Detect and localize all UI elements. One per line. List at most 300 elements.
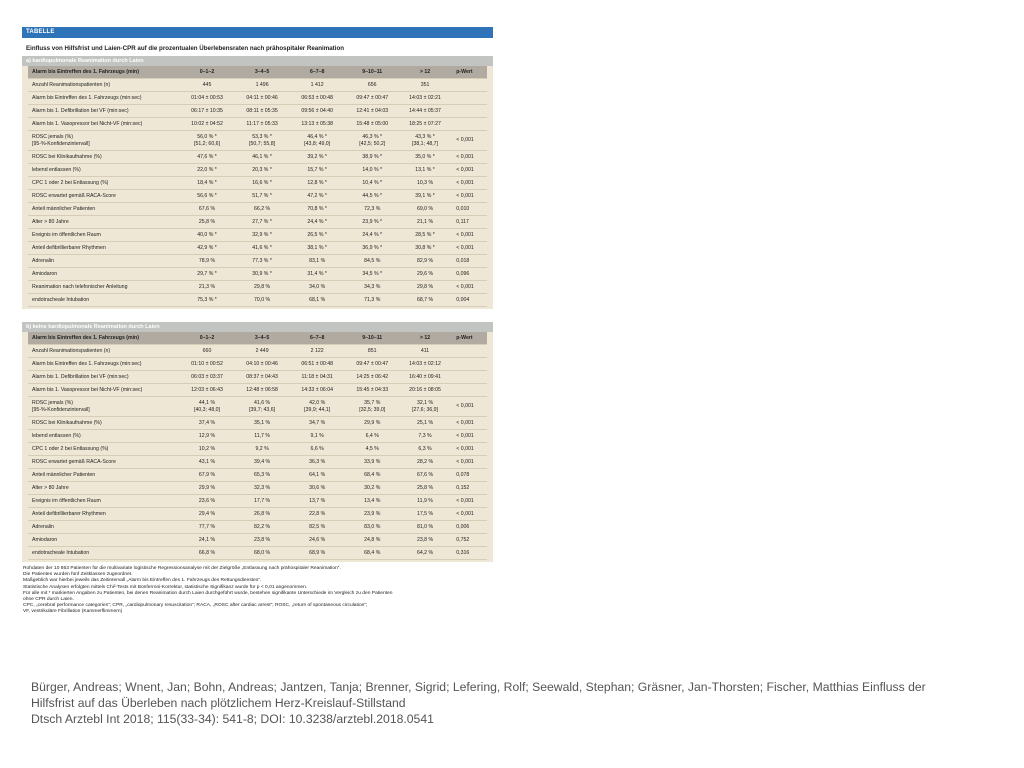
row-label bbox=[28, 456, 179, 469]
column-header: Alarm bis Eintreffen des 1. Fahrzeugs (min) bbox=[28, 332, 179, 345]
row-label bbox=[28, 430, 179, 443]
table-cell bbox=[290, 268, 345, 281]
p-value: < 0,001 bbox=[450, 242, 487, 255]
cell-interval: [43,8; 49,0] bbox=[304, 140, 331, 147]
table-cell bbox=[235, 469, 290, 482]
row-label bbox=[28, 255, 179, 268]
p-value: < 0,001 bbox=[450, 151, 487, 164]
cell-value: 38,1 % * bbox=[307, 245, 327, 251]
table-cell bbox=[345, 456, 400, 469]
table-cell bbox=[290, 469, 345, 482]
p-value: 0,117 bbox=[450, 216, 487, 229]
p-value: < 0,001 bbox=[450, 131, 487, 151]
row-label-text: ROSC bei Klinikaufnahme (%) bbox=[32, 420, 102, 426]
table-cell bbox=[345, 164, 400, 177]
cell-value: 84,5 % bbox=[364, 258, 381, 264]
cell-value: 29,8 % bbox=[254, 284, 271, 290]
cell-value: 10,2 % bbox=[198, 446, 216, 452]
table-cell bbox=[400, 456, 450, 469]
cell-value: 66,2 % bbox=[254, 206, 271, 212]
data-table bbox=[28, 332, 487, 560]
footnote-line: Statistische Analysen erfolgten mittels Chi²-Tests mit Bonferroni-Korrektur, statistische Signifikanz wurde für p < 0,01 angenommen. bbox=[23, 584, 308, 590]
cell-value: 30,6 % bbox=[309, 485, 326, 491]
table-cell bbox=[400, 345, 450, 358]
table-cell bbox=[400, 203, 450, 216]
cell-value: 43,3 % * bbox=[415, 134, 435, 141]
row-label-subtext: [95-%-Konfidenzintervall] bbox=[32, 140, 90, 147]
cell-value: 6,6 % bbox=[310, 446, 324, 452]
table-cell bbox=[290, 242, 345, 255]
row-label-text: Alarm bis Eintreffen des 1. Fahrzeugs (min:sec) bbox=[32, 95, 142, 101]
cell-value: 16:40 ± 09:41 bbox=[409, 374, 441, 380]
table-row bbox=[28, 534, 487, 547]
table-cell bbox=[400, 105, 450, 118]
row-label bbox=[28, 79, 179, 92]
cell-value: 09:47 ± 00:47 bbox=[356, 95, 389, 101]
table-cell bbox=[235, 281, 290, 294]
cell-value: 38,9 % * bbox=[362, 154, 383, 160]
table-cell bbox=[290, 131, 345, 151]
column-header: 0–1–2 bbox=[179, 332, 234, 345]
table-cell bbox=[235, 294, 290, 307]
table-cell bbox=[290, 118, 345, 131]
row-label bbox=[28, 397, 179, 417]
p-value bbox=[450, 105, 487, 118]
table-cell bbox=[345, 430, 400, 443]
figure-label: TABELLE bbox=[22, 27, 493, 38]
table-row bbox=[28, 469, 487, 482]
table-row bbox=[28, 203, 487, 216]
cell-value: 32,3 % bbox=[254, 485, 271, 491]
table-cell bbox=[400, 430, 450, 443]
table-cell bbox=[400, 534, 450, 547]
cell-value: 77,3 % * bbox=[252, 258, 272, 264]
table-cell bbox=[179, 105, 234, 118]
footnote-line: Die Patienten wurden fünf Zeitklassen zugeordnet. bbox=[23, 572, 133, 578]
table-row bbox=[28, 345, 487, 358]
p-value bbox=[450, 92, 487, 105]
cell-interval: [32,5; 39,0] bbox=[359, 406, 386, 413]
cell-value: 47,2 % * bbox=[307, 193, 327, 199]
table-cell bbox=[400, 371, 450, 384]
p-value bbox=[450, 79, 487, 92]
cell-value: 656 bbox=[367, 82, 377, 88]
cell-value: 70,0 % bbox=[254, 297, 271, 303]
cell-value: 9,2 % bbox=[255, 446, 269, 452]
cell-value: 20:16 ± 08:05 bbox=[409, 387, 441, 393]
p-value: 0,752 bbox=[450, 534, 487, 547]
cell-value: 23,8 % bbox=[416, 537, 434, 543]
p-value bbox=[450, 345, 487, 358]
cell-value: 2 122 bbox=[310, 348, 324, 354]
row-label-text: Adrenalin bbox=[32, 258, 54, 264]
table-row bbox=[28, 358, 487, 371]
p-value bbox=[450, 118, 487, 131]
cell-value: 34,3 % bbox=[364, 284, 381, 290]
table-cell bbox=[179, 294, 234, 307]
p-value: < 0,001 bbox=[450, 508, 487, 521]
table-cell bbox=[235, 131, 290, 151]
table-cell bbox=[235, 216, 290, 229]
cell-value: 72,3 % bbox=[364, 206, 381, 212]
table-cell bbox=[290, 294, 345, 307]
cell-value: 35,0 % * bbox=[415, 154, 435, 160]
cell-value: 17,5 % bbox=[416, 511, 434, 517]
table-cell bbox=[179, 417, 234, 430]
cell-value: 33,9 % bbox=[364, 459, 381, 465]
cell-value: 09:47 ± 00:47 bbox=[356, 361, 389, 367]
cell-value: 01:10 ± 00:52 bbox=[191, 361, 223, 367]
cell-value: 68,0 % bbox=[254, 550, 271, 556]
table-cell bbox=[345, 469, 400, 482]
cell-value: 21,3 % bbox=[198, 284, 216, 290]
cell-value: 25,8 % bbox=[416, 485, 434, 491]
table-cell bbox=[345, 443, 400, 456]
column-header: 6–7–8 bbox=[290, 66, 345, 79]
p-value: 0,316 bbox=[450, 547, 487, 560]
table-cell bbox=[400, 547, 450, 560]
table-cell bbox=[290, 190, 345, 203]
row-label bbox=[28, 105, 179, 118]
cell-value: 71,3 % bbox=[364, 297, 381, 303]
column-header: p-Wert bbox=[450, 66, 487, 79]
table-cell bbox=[179, 131, 234, 151]
table-row bbox=[28, 417, 487, 430]
cell-value: 28,2 % bbox=[416, 459, 434, 465]
table-row bbox=[28, 151, 487, 164]
row-label bbox=[28, 384, 179, 397]
row-label bbox=[28, 216, 179, 229]
p-value bbox=[450, 371, 487, 384]
table-cell bbox=[400, 281, 450, 294]
table-cell bbox=[179, 118, 234, 131]
row-label-text: Anzahl Reanimationspatienten (n) bbox=[32, 348, 111, 354]
row-label-text: Alarm bis 1. Vasopressor bei Nicht-VF (min:sec) bbox=[32, 121, 143, 127]
cell-value: 34,7 % bbox=[309, 420, 326, 426]
cell-value: 12,9 % bbox=[198, 433, 216, 439]
cell-value: 65,3 % bbox=[254, 472, 271, 478]
p-value: < 0,001 bbox=[450, 190, 487, 203]
row-label-text: Alter > 80 Jahre bbox=[32, 485, 69, 491]
cell-value: 351 bbox=[420, 82, 430, 88]
table-cell bbox=[345, 495, 400, 508]
table-row bbox=[28, 294, 487, 307]
table-cell bbox=[345, 417, 400, 430]
p-value: < 0,001 bbox=[450, 495, 487, 508]
table-cell bbox=[345, 190, 400, 203]
cell-value: 44,1 % bbox=[198, 400, 216, 407]
row-label bbox=[28, 482, 179, 495]
table-cell bbox=[400, 131, 450, 151]
cell-value: 68,4 % bbox=[364, 550, 381, 556]
header-row bbox=[28, 332, 487, 345]
figure-title: Einfluss von Hilfsfrist und Laien-CPR auf die prozentualen Überlebensraten nach prähospitaler Reanimation bbox=[26, 45, 345, 52]
cell-value: 04:11 ± 00:46 bbox=[246, 95, 278, 101]
table-cell bbox=[400, 508, 450, 521]
table-cell bbox=[345, 345, 400, 358]
table-row bbox=[28, 482, 487, 495]
cell-value: 12:41 ± 04:03 bbox=[356, 108, 389, 114]
table-row bbox=[28, 268, 487, 281]
cell-value: 25,1 % bbox=[416, 420, 434, 426]
cell-value: 83,1 % bbox=[309, 258, 326, 264]
cell-value: 30,8 % * bbox=[415, 245, 435, 251]
row-label-text: Ereignis im öffentlichen Raum bbox=[32, 498, 101, 504]
row-label-text: ROSC erwartet gemäß RACA-Score bbox=[32, 459, 116, 465]
cell-value: 37,4 % bbox=[198, 420, 216, 426]
cell-value: 24,4 % * bbox=[307, 219, 327, 225]
cell-value: 14:33 ± 06:04 bbox=[301, 387, 334, 393]
cell-value: 851 bbox=[367, 348, 377, 354]
table-cell bbox=[235, 358, 290, 371]
table-cell bbox=[290, 397, 345, 417]
cell-value: 411 bbox=[420, 348, 430, 354]
table-row bbox=[28, 397, 487, 417]
table-cell bbox=[345, 482, 400, 495]
cell-value: 18,4 % * bbox=[197, 180, 217, 186]
table-cell bbox=[179, 482, 234, 495]
table-row bbox=[28, 79, 487, 92]
table-cell bbox=[400, 358, 450, 371]
table-row bbox=[28, 495, 487, 508]
row-label bbox=[28, 358, 179, 371]
cell-value: 14:03 ± 02:12 bbox=[409, 361, 441, 367]
cell-value: 29,4 % bbox=[198, 511, 216, 517]
table-cell bbox=[400, 229, 450, 242]
cell-value: 70,8 % * bbox=[307, 206, 327, 212]
cell-value: 08:11 ± 05:35 bbox=[246, 108, 278, 114]
row-label bbox=[28, 345, 179, 358]
table-cell bbox=[290, 255, 345, 268]
row-label-text: Anteil männlicher Patienten bbox=[32, 206, 96, 212]
table-row bbox=[28, 177, 487, 190]
table-cell bbox=[179, 229, 234, 242]
row-label bbox=[28, 242, 179, 255]
table-row bbox=[28, 255, 487, 268]
cell-value: 68,4 % bbox=[364, 472, 381, 478]
table-cell bbox=[290, 547, 345, 560]
cell-value: 12:48 ± 06:58 bbox=[246, 387, 278, 393]
cell-value: 32,9 % * bbox=[252, 232, 272, 238]
table-cell bbox=[179, 203, 234, 216]
cell-value: 43,1 % bbox=[198, 459, 216, 465]
table-cell bbox=[400, 177, 450, 190]
cell-value: 06:17 ± 10:35 bbox=[191, 108, 223, 114]
table-cell bbox=[290, 417, 345, 430]
table-cell bbox=[345, 358, 400, 371]
row-label bbox=[28, 443, 179, 456]
cell-value: 445 bbox=[202, 82, 212, 88]
p-value: 0,004 bbox=[450, 294, 487, 307]
table-row bbox=[28, 216, 487, 229]
table-cell bbox=[290, 456, 345, 469]
row-label-text: Anzahl Reanimationspatienten (n) bbox=[32, 82, 111, 88]
cell-value: 20,3 % * bbox=[252, 167, 272, 173]
cell-value: 26,8 % bbox=[254, 511, 271, 517]
row-label bbox=[28, 534, 179, 547]
citation-line-3: Dtsch Arztebl Int 2018; 115(33-34): 541-8; DOI: 10.3238/arztebl.2018.0541 bbox=[31, 712, 434, 726]
table-cell bbox=[235, 482, 290, 495]
cell-value: 64,2 % bbox=[416, 550, 434, 556]
table-cell bbox=[345, 92, 400, 105]
section-heading: a) kardiopulmonale Reanimation durch Laien bbox=[22, 56, 493, 66]
row-label bbox=[28, 190, 179, 203]
p-value: < 0,001 bbox=[450, 417, 487, 430]
table-cell bbox=[290, 92, 345, 105]
cell-value: 82,5 % bbox=[309, 524, 326, 530]
cell-value: 39,2 % * bbox=[307, 154, 327, 160]
cell-value: 46,3 % * bbox=[362, 134, 383, 141]
cell-value: 29,9 % bbox=[364, 420, 381, 426]
cell-value: 12,8 % * bbox=[307, 180, 327, 186]
table-cell bbox=[290, 508, 345, 521]
row-label-text: lebend entlassen (%) bbox=[32, 433, 81, 439]
table-cell bbox=[235, 151, 290, 164]
cell-value: 34,0 % bbox=[309, 284, 326, 290]
table-cell bbox=[345, 397, 400, 417]
table-row bbox=[28, 508, 487, 521]
row-label-subtext: [95-%-Konfidenzintervall] bbox=[32, 406, 90, 413]
cell-value: 9,1 % bbox=[310, 433, 324, 439]
cell-value: 28,5 % * bbox=[415, 232, 435, 238]
cell-interval: [51,2; 60,6] bbox=[194, 140, 220, 147]
table-cell bbox=[345, 242, 400, 255]
cell-value: 30,9 % * bbox=[252, 271, 272, 277]
row-label bbox=[28, 495, 179, 508]
cell-value: 82,9 % bbox=[416, 258, 434, 264]
table-cell bbox=[345, 216, 400, 229]
cell-value: 24,4 % * bbox=[362, 232, 383, 238]
citation bbox=[31, 679, 991, 727]
column-header: 9–10–11 bbox=[345, 332, 400, 345]
table-cell bbox=[179, 345, 234, 358]
table-row bbox=[28, 281, 487, 294]
cell-value: 42,0 % bbox=[309, 400, 326, 407]
p-value: < 0,001 bbox=[450, 177, 487, 190]
table-cell bbox=[290, 430, 345, 443]
table-cell bbox=[400, 242, 450, 255]
cell-value: 68,1 % bbox=[309, 297, 326, 303]
table-cell bbox=[179, 495, 234, 508]
cell-interval: [39,7; 43,6] bbox=[249, 406, 276, 413]
table-cell bbox=[400, 294, 450, 307]
row-label-text: Reanimation nach telefonischer Anleitung bbox=[32, 284, 128, 290]
p-value: 0,010 bbox=[450, 203, 487, 216]
table-cell bbox=[290, 521, 345, 534]
cell-value: 69,0 % bbox=[416, 206, 434, 212]
row-label bbox=[28, 229, 179, 242]
table-cell bbox=[400, 164, 450, 177]
table-cell bbox=[290, 105, 345, 118]
table-cell bbox=[290, 281, 345, 294]
cell-value: 51,7 % * bbox=[252, 193, 272, 199]
cell-value: 36,9 % * bbox=[362, 245, 383, 251]
row-label bbox=[28, 371, 179, 384]
cell-value: 67,6 % bbox=[198, 206, 216, 212]
cell-value: 77,7 % bbox=[198, 524, 216, 530]
table-cell bbox=[179, 521, 234, 534]
table-cell bbox=[290, 229, 345, 242]
footnote-line: Rohdaten der 10 853 Patienten für die multivariate logistische Regressionsanalyse mit der Zielgröße „Entlassung nach prähospitaler Reanimation“. bbox=[23, 566, 341, 571]
cell-value: 46,1 % * bbox=[252, 154, 272, 160]
table-cell bbox=[290, 177, 345, 190]
table-cell bbox=[345, 203, 400, 216]
cell-value: 41,6 % bbox=[254, 400, 271, 407]
footnotes bbox=[22, 562, 493, 616]
cell-interval: [40,3; 48,0] bbox=[194, 406, 220, 413]
table-cell bbox=[290, 534, 345, 547]
row-label bbox=[28, 177, 179, 190]
row-label bbox=[28, 281, 179, 294]
table-cell bbox=[179, 164, 234, 177]
cell-value: 22,0 % * bbox=[197, 167, 217, 173]
cell-value: 64,1 % bbox=[309, 472, 326, 478]
table-cell bbox=[235, 229, 290, 242]
table-cell bbox=[345, 255, 400, 268]
cell-value: 14:03 ± 02:21 bbox=[409, 95, 441, 101]
row-label-text: Amiodaron bbox=[32, 537, 58, 543]
column-header: > 12 bbox=[400, 66, 450, 79]
row-label-text: Amiodaron bbox=[32, 271, 58, 277]
cell-value: 68,9 % bbox=[309, 550, 326, 556]
row-label-text: Adrenalin bbox=[32, 524, 54, 530]
cell-value: 09:56 ± 04:40 bbox=[301, 108, 334, 114]
row-label-text: CPC 1 oder 2 bei Entlassung (%) bbox=[32, 446, 109, 452]
table-cell bbox=[179, 151, 234, 164]
table-cell bbox=[179, 508, 234, 521]
table-cell bbox=[345, 177, 400, 190]
row-label bbox=[28, 203, 179, 216]
cell-value: 41,6 % * bbox=[252, 245, 272, 251]
cell-value: 14:25 ± 06:42 bbox=[356, 374, 389, 380]
table-cell bbox=[235, 547, 290, 560]
row-label bbox=[28, 417, 179, 430]
p-value: 0,006 bbox=[450, 521, 487, 534]
table-row bbox=[28, 384, 487, 397]
row-label bbox=[28, 294, 179, 307]
cell-value: 39,4 % bbox=[254, 459, 271, 465]
cell-value: 46,4 % * bbox=[307, 134, 327, 141]
table-cell bbox=[290, 203, 345, 216]
row-label-text: CPC 1 oder 2 bei Entlassung (%) bbox=[32, 180, 109, 186]
cell-value: 56,6 % * bbox=[197, 193, 217, 199]
cell-value: 35,1 % bbox=[254, 420, 271, 426]
cell-value: 01:04 ± 00:53 bbox=[191, 95, 223, 101]
cell-interval: [38,1; 48,7] bbox=[412, 140, 438, 147]
cell-interval: [27,6; 36,9] bbox=[412, 406, 438, 413]
table-cell bbox=[290, 371, 345, 384]
cell-value: 67,9 % bbox=[198, 472, 216, 478]
section-heading: b) keine kardiopulmonale Reanimation durch Laien bbox=[22, 322, 493, 332]
cell-value: 15:45 ± 04:33 bbox=[356, 387, 389, 393]
cell-value: 12:03 ± 06:43 bbox=[191, 387, 223, 393]
data-table bbox=[28, 66, 487, 307]
table-cell bbox=[179, 547, 234, 560]
column-header: Alarm bis Eintreffen des 1. Fahrzeugs (min) bbox=[28, 66, 179, 79]
cell-value: 35,7 % bbox=[364, 400, 381, 407]
table-cell bbox=[235, 417, 290, 430]
cell-value: 1 412 bbox=[310, 82, 324, 88]
header-row bbox=[28, 66, 487, 79]
cell-value: 13,7 % bbox=[309, 498, 326, 504]
cell-value: 6,3 % bbox=[418, 446, 432, 452]
p-value: < 0,001 bbox=[450, 281, 487, 294]
table-row bbox=[28, 190, 487, 203]
table-figure bbox=[22, 27, 493, 675]
cell-value: 36,3 % bbox=[309, 459, 326, 465]
row-label bbox=[28, 547, 179, 560]
row-label bbox=[28, 92, 179, 105]
